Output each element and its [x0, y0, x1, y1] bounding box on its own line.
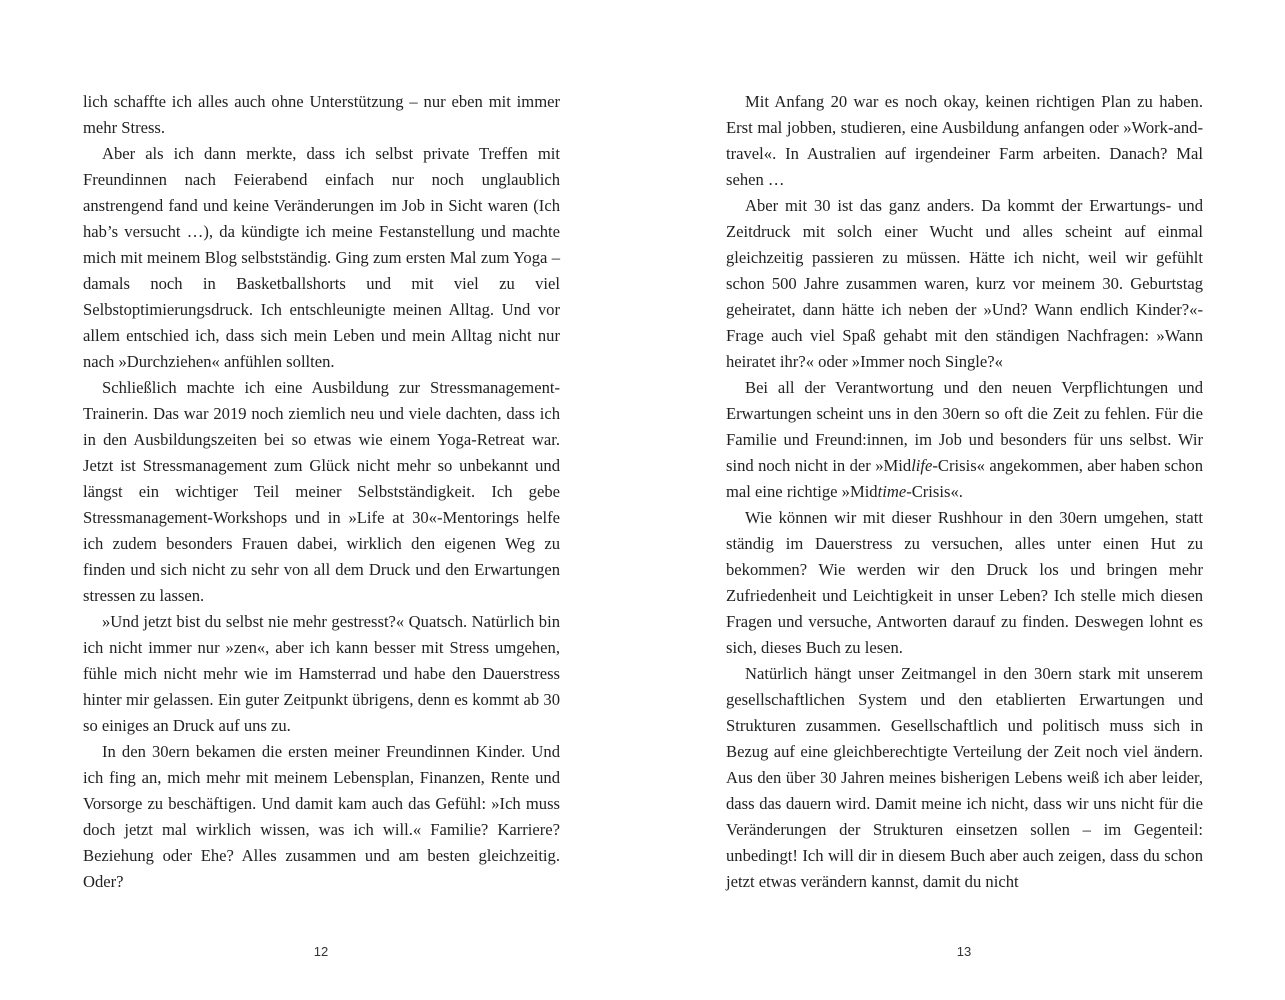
italic-word: time [877, 482, 907, 501]
paragraph: Schließlich machte ich eine Ausbildung zur Stressmanagement-Trainerin. Das war 2019 noch ziemlich neu und viele dachten, dass ich in den Ausbildungszeiten bei so etwas wie einem Yoga-Retreat war. Jetzt ist Stressmanagement zum Glück nicht mehr so unbekannt und längst ein wichtiger Teil meiner Selbstständigkeit. Ich gebe Stressmanagement-Workshops und in »Life at 30«-Mentorings helfe ich zudem besonders Frauen dabei, wirklich den eigenen Weg zu finden und sich nicht zu sehr von all dem Druck und den Erwartungen stressen zu lassen. [83, 378, 560, 605]
paragraph [726, 375, 1203, 505]
paragraph: Aber mit 30 ist das ganz anders. Da kommt der Erwartungs- und Zeitdruck mit solch einer Wucht und alles scheint auf einmal gleichzeitig passieren zu müssen. Hätte ich nicht, weil wir gefühlt schon 500 Jahre zusammen waren, kurz vor meinem 30. Geburtstag geheiratet, dann hätte ich neben der »Und? Wann endlich Kinder?«-Frage auch viel Spaß gehabt mit den ständigen Nachfragen: »Wann heiratet ihr?« oder »Immer noch Single?« [726, 196, 1203, 371]
left-page-text [83, 89, 560, 895]
paragraph: Natürlich hängt unser Zeitmangel in den 30ern stark mit unserem gesellschaftlichen System und den etablierten Erwartungen und Strukturen zusammen. Gesellschaftlich und politisch muss sich in Bezug auf eine gleichberechtigte Verteilung der Zeit noch viel ändern. Aus den über 30 Jahren meines bisherigen Lebens weiß ich aber leider, dass das dauern wird. Damit meine ich nicht, dass wir uns nicht für die Veränderungen der Strukturen einsetzen sollen – im Gegenteil: unbedingt! Ich will dir in diesem Buch aber auch zeigen, dass du schon jetzt etwas verändern kannst, damit du nicht [726, 664, 1203, 891]
paragraph-text: -Crisis« angekommen, aber haben schon mal eine richtige »Mid [726, 456, 1203, 501]
page-number-left: 12 [313, 944, 329, 959]
paragraph-text: -Crisis«. [906, 482, 963, 501]
paragraph-text: Bei all der Verantwortung und den neuen Verpflichtungen und Erwartungen scheint uns in den 30ern so oft die Zeit zu fehlen. Für die Familie und Freund:innen, im Job und besonders für uns selbst. Wir sind noch nicht in der »Mid [726, 378, 1203, 475]
paragraph: »Und jetzt bist du selbst nie mehr gestresst?« Quatsch. Natürlich bin ich nicht immer nur »zen«, aber ich kann besser mit Stress umgehen, fühle mich nicht mehr wie im Hamsterrad und habe den Dauerstress hinter mir gelassen. Ein guter Zeitpunkt übrigens, denn es kommt ab 30 so einiges an Druck auf uns zu. [83, 612, 560, 735]
right-page-text [726, 89, 1203, 895]
paragraph: lich schaffte ich alles auch ohne Unterstützung – nur eben mit immer mehr Stress. [83, 92, 560, 137]
paragraph: Mit Anfang 20 war es noch okay, keinen richtigen Plan zu haben. Erst mal jobben, studieren, eine Ausbildung anfangen oder »Work-and-travel«. In Australien auf irgendeiner Farm arbeiten. Danach? Mal sehen … [726, 92, 1203, 189]
paragraph: In den 30ern bekamen die ersten meiner Freundinnen Kinder. Und ich fing an, mich mehr mit meinem Lebensplan, Finanzen, Rente und Vorsorge zu beschäftigen. Und damit kam auch das Gefühl: »Ich muss doch jetzt mal wirklich wissen, was ich will.« Familie? Karriere? Beziehung oder Ehe? Alles zusammen und am besten gleichzeitig. Oder? [83, 742, 560, 891]
italic-word: life [911, 456, 933, 475]
page-number-right: 13 [956, 944, 972, 959]
paragraph: Aber als ich dann merkte, dass ich selbst private Treffen mit Freundinnen nach Feierabend einfach nur noch unglaublich anstrengend fand und keine Veränderungen im Job in Sicht waren (Ich hab’s versucht …), da kündigte ich meine Festanstellung und machte mich mit meinem Blog selbstständig. Ging zum ersten Mal zum Yoga – damals noch in Basketballshorts und mit viel zu viel Selbstoptimierungsdruck. Ich entschleunigte meinen Alltag. Und vor allem entschied ich, dass sich mein Leben und mein Alltag nicht nur nach »Durchziehen« anfühlen sollten. [83, 144, 560, 371]
paragraph: Wie können wir mit dieser Rushhour in den 30ern umgehen, statt ständig im Dauerstress zu versuchen, alles unter einen Hut zu bekommen? Wie werden wir den Druck los und bringen mehr Zufriedenheit und Leichtigkeit in unser Leben? Ich stelle mich diesen Fragen und versuche, Antworten darauf zu finden. Deswegen lohnt es sich, dieses Buch zu lesen. [726, 508, 1203, 657]
